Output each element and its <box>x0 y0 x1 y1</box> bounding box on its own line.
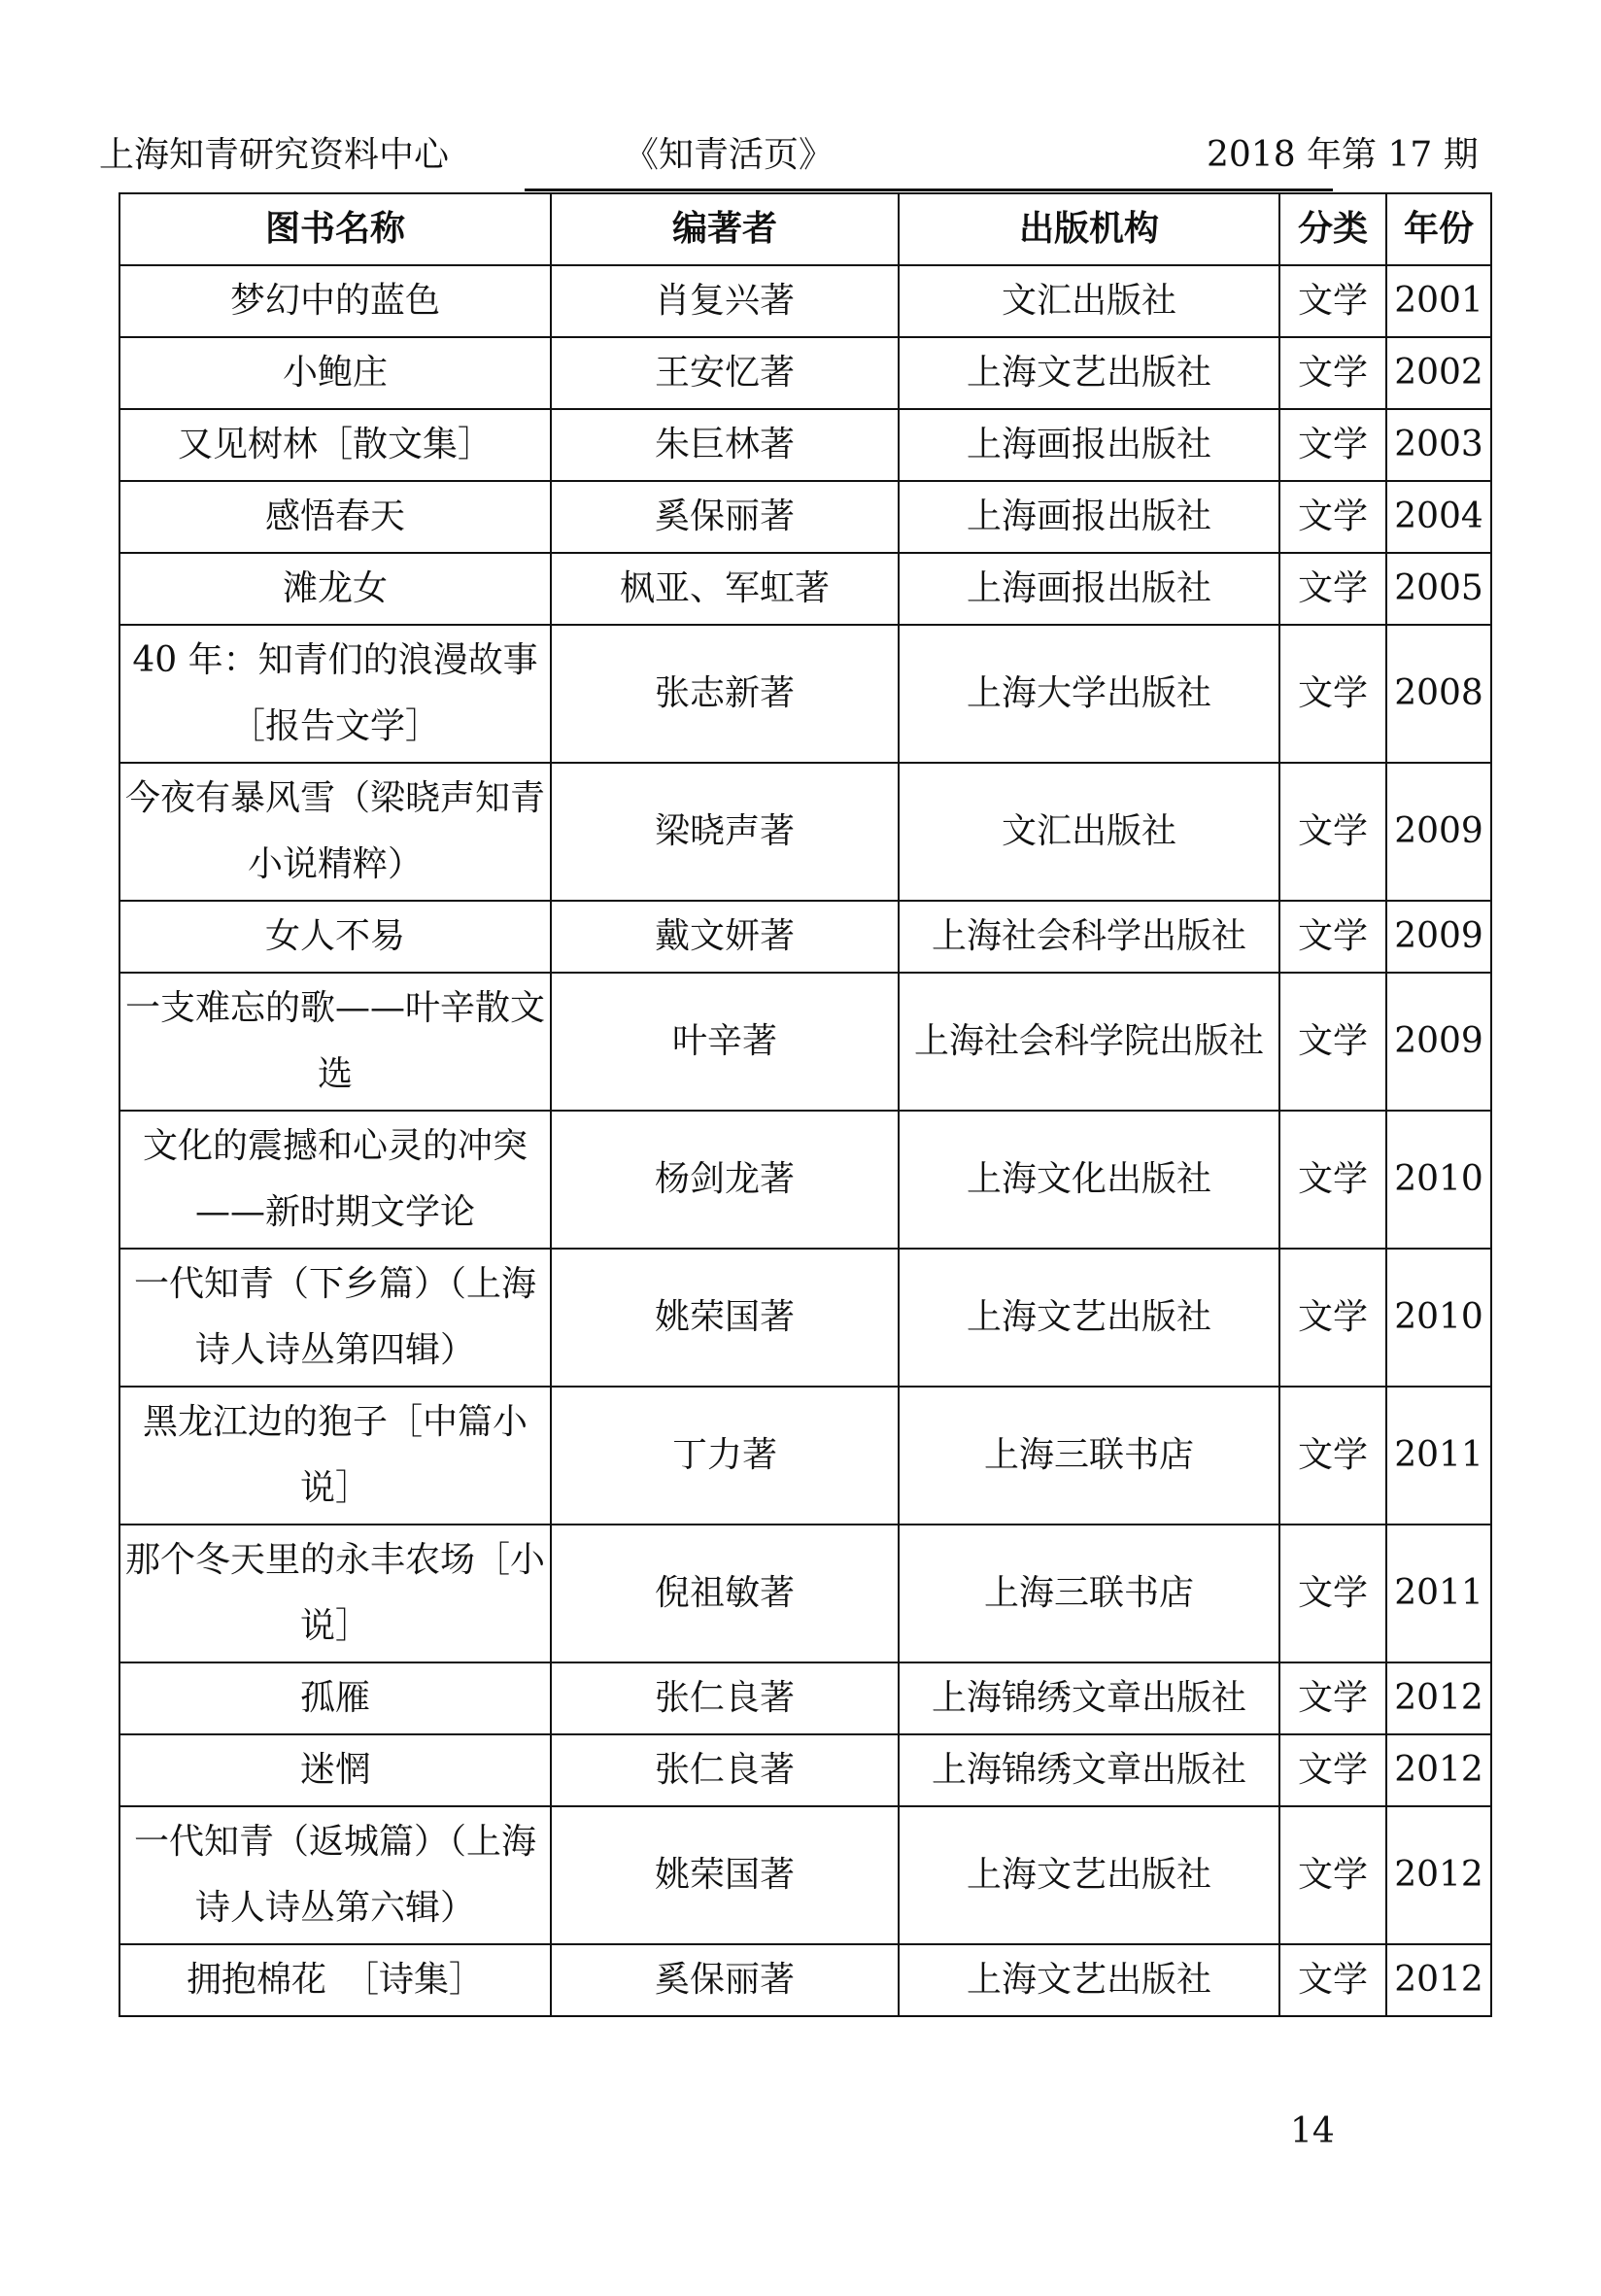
cell-author: 戴文妍著 <box>551 901 899 973</box>
table-row <box>119 1806 1491 1944</box>
cell-year: 2011 <box>1386 1525 1491 1662</box>
cell-title: 黑龙江边的狍子［中篇小说］ <box>119 1387 551 1525</box>
column-header-category: 分类 <box>1279 193 1386 265</box>
cell-author: 张仁良著 <box>551 1662 899 1734</box>
cell-title: 拥抱棉花 ［诗集］ <box>119 1944 551 2016</box>
cell-title: 40 年：知青们的浪漫故事［报告文学］ <box>119 625 551 763</box>
table-row <box>119 1734 1491 1806</box>
cell-category: 文学 <box>1279 337 1386 409</box>
table-header-row <box>119 193 1491 265</box>
cell-title: 一代知青（下乡篇）（上海诗人诗丛第四辑） <box>119 1249 551 1387</box>
cell-year: 2012 <box>1386 1944 1491 2016</box>
cell-title: 文化的震撼和心灵的冲突——新时期文学论 <box>119 1111 551 1249</box>
column-header-publisher: 出版机构 <box>899 193 1279 265</box>
cell-category: 文学 <box>1279 625 1386 763</box>
cell-title: 感悟春天 <box>119 481 551 553</box>
cell-author: 叶辛著 <box>551 973 899 1111</box>
cell-publisher: 上海画报出版社 <box>899 409 1279 481</box>
cell-year: 2001 <box>1386 265 1491 337</box>
cell-author: 姚荣国著 <box>551 1249 899 1387</box>
table-row <box>119 337 1491 409</box>
cell-category: 文学 <box>1279 1806 1386 1944</box>
cell-category: 文学 <box>1279 553 1386 625</box>
cell-author: 奚保丽著 <box>551 1944 899 2016</box>
cell-category: 文学 <box>1279 1387 1386 1525</box>
cell-category: 文学 <box>1279 763 1386 901</box>
cell-author: 奚保丽著 <box>551 481 899 553</box>
page-header <box>99 132 1479 187</box>
cell-publisher: 文汇出版社 <box>899 763 1279 901</box>
cell-title: 迷惘 <box>119 1734 551 1806</box>
cell-publisher: 上海社会科学出版社 <box>899 901 1279 973</box>
cell-year: 2010 <box>1386 1249 1491 1387</box>
table-body <box>119 265 1491 2016</box>
cell-publisher: 文汇出版社 <box>899 265 1279 337</box>
cell-publisher: 上海文艺出版社 <box>899 1944 1279 2016</box>
cell-year: 2012 <box>1386 1806 1491 1944</box>
cell-publisher: 上海大学出版社 <box>899 625 1279 763</box>
cell-publisher: 上海锦绣文章出版社 <box>899 1734 1279 1806</box>
cell-publisher: 上海文艺出版社 <box>899 337 1279 409</box>
cell-title: 小鲍庄 <box>119 337 551 409</box>
cell-year: 2011 <box>1386 1387 1491 1525</box>
cell-title: 今夜有暴风雪（梁晓声知青小说精粹） <box>119 763 551 901</box>
cell-year: 2009 <box>1386 901 1491 973</box>
book-table <box>119 192 1492 2017</box>
cell-author: 张仁良著 <box>551 1734 899 1806</box>
table-row <box>119 973 1491 1111</box>
header-rule <box>525 188 1333 191</box>
cell-publisher: 上海三联书店 <box>899 1387 1279 1525</box>
table-row <box>119 265 1491 337</box>
column-header-author: 编著者 <box>551 193 899 265</box>
table-row <box>119 481 1491 553</box>
cell-year: 2012 <box>1386 1734 1491 1806</box>
cell-author: 枫亚、军虹著 <box>551 553 899 625</box>
column-header-title: 图书名称 <box>119 193 551 265</box>
table-row <box>119 1249 1491 1387</box>
cell-year: 2002 <box>1386 337 1491 409</box>
page-number: 14 <box>1290 2111 1335 2151</box>
header-issue: 2018 年第 17 期 <box>1207 135 1479 175</box>
cell-title: 一支难忘的歌——叶辛散文选 <box>119 973 551 1111</box>
cell-author: 倪祖敏著 <box>551 1525 899 1662</box>
cell-publisher: 上海画报出版社 <box>899 481 1279 553</box>
cell-category: 文学 <box>1279 1249 1386 1387</box>
cell-publisher: 上海社会科学院出版社 <box>899 973 1279 1111</box>
cell-title: 梦幻中的蓝色 <box>119 265 551 337</box>
cell-publisher: 上海画报出版社 <box>899 553 1279 625</box>
table-row <box>119 1111 1491 1249</box>
table-row <box>119 1662 1491 1734</box>
cell-year: 2012 <box>1386 1662 1491 1734</box>
cell-publisher: 上海文艺出版社 <box>899 1806 1279 1944</box>
cell-year: 2009 <box>1386 973 1491 1111</box>
cell-author: 丁力著 <box>551 1387 899 1525</box>
cell-year: 2003 <box>1386 409 1491 481</box>
cell-author: 肖复兴著 <box>551 265 899 337</box>
cell-year: 2009 <box>1386 763 1491 901</box>
cell-year: 2010 <box>1386 1111 1491 1249</box>
cell-year: 2008 <box>1386 625 1491 763</box>
cell-category: 文学 <box>1279 481 1386 553</box>
cell-title: 又见树林［散文集］ <box>119 409 551 481</box>
cell-year: 2005 <box>1386 553 1491 625</box>
table-row <box>119 553 1491 625</box>
header-organization: 上海知青研究资料中心 <box>99 135 450 175</box>
cell-category: 文学 <box>1279 1111 1386 1249</box>
cell-category: 文学 <box>1279 265 1386 337</box>
table-row <box>119 1944 1491 2016</box>
cell-publisher: 上海文艺出版社 <box>899 1249 1279 1387</box>
cell-author: 王安忆著 <box>551 337 899 409</box>
cell-category: 文学 <box>1279 973 1386 1111</box>
table-row <box>119 1387 1491 1525</box>
cell-title: 女人不易 <box>119 901 551 973</box>
cell-publisher: 上海锦绣文章出版社 <box>899 1662 1279 1734</box>
cell-category: 文学 <box>1279 1734 1386 1806</box>
table-row <box>119 409 1491 481</box>
cell-title: 孤雁 <box>119 1662 551 1734</box>
cell-author: 杨剑龙著 <box>551 1111 899 1249</box>
cell-author: 张志新著 <box>551 625 899 763</box>
cell-category: 文学 <box>1279 1944 1386 2016</box>
cell-category: 文学 <box>1279 1525 1386 1662</box>
cell-year: 2004 <box>1386 481 1491 553</box>
header-publication-title: 《知青活页》 <box>624 135 835 175</box>
table-row <box>119 901 1491 973</box>
column-header-year: 年份 <box>1386 193 1491 265</box>
cell-author: 姚荣国著 <box>551 1806 899 1944</box>
table-row <box>119 1525 1491 1662</box>
cell-author: 朱巨林著 <box>551 409 899 481</box>
cell-title: 滩龙女 <box>119 553 551 625</box>
cell-publisher: 上海三联书店 <box>899 1525 1279 1662</box>
cell-author: 梁晓声著 <box>551 763 899 901</box>
table-row <box>119 625 1491 763</box>
cell-category: 文学 <box>1279 1662 1386 1734</box>
cell-title: 那个冬天里的永丰农场［小说］ <box>119 1525 551 1662</box>
cell-publisher: 上海文化出版社 <box>899 1111 1279 1249</box>
table-row <box>119 763 1491 901</box>
cell-category: 文学 <box>1279 409 1386 481</box>
cell-category: 文学 <box>1279 901 1386 973</box>
cell-title: 一代知青（返城篇）（上海诗人诗丛第六辑） <box>119 1806 551 1944</box>
